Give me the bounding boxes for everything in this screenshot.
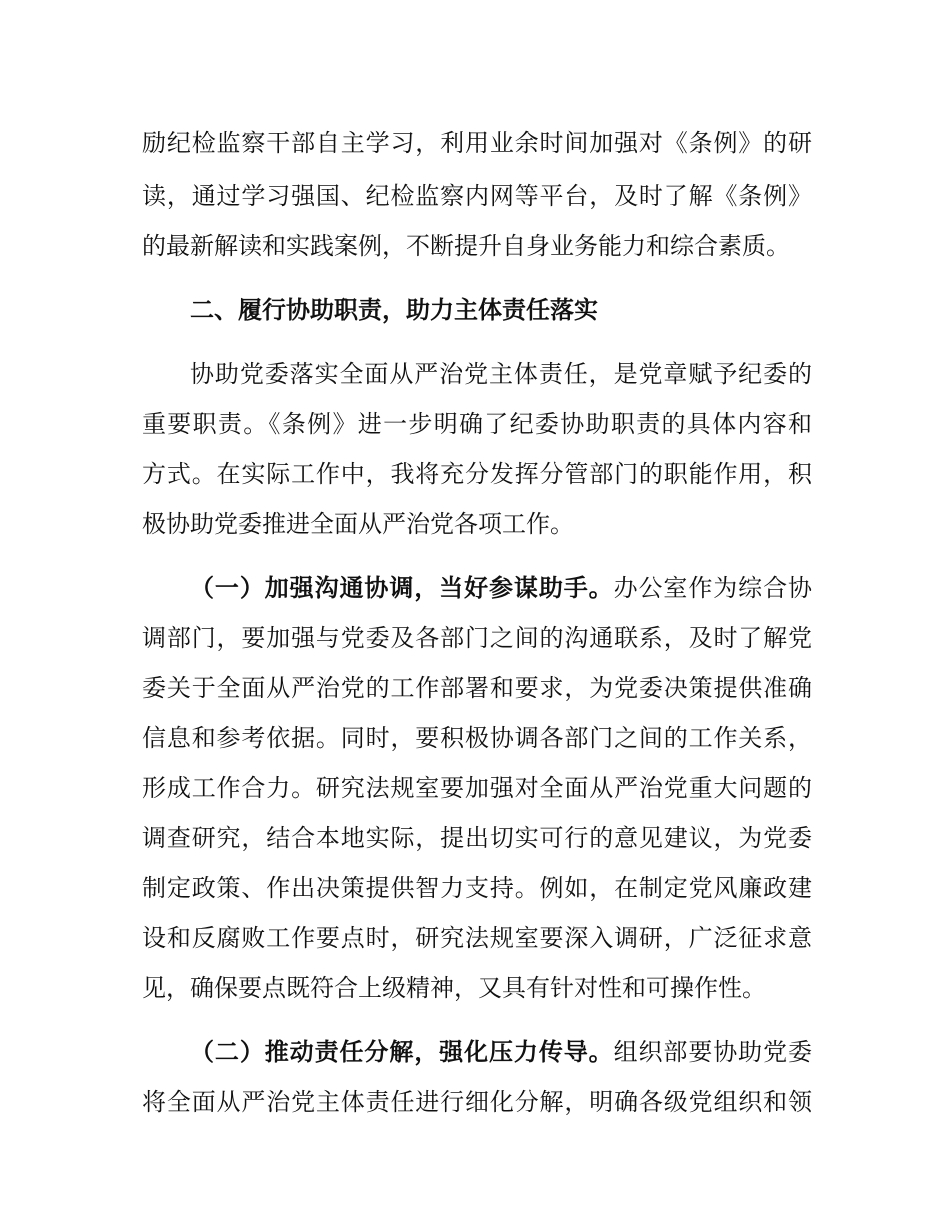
paragraph-3-line-2: 调部门，要加强与党委及各部门之间的沟通联系，及时了解党 xyxy=(142,624,812,652)
paragraph-4-line-1 xyxy=(190,1035,812,1069)
paragraph-3-line-4: 信息和参考依据。同时，要积极协调各部门之间的工作关系， xyxy=(142,724,812,752)
paragraph-1-line-2: 读，通过学习强国、纪检监察内网等平台，及时了解《条例》 xyxy=(142,182,812,210)
paragraph-1-line-3: 的最新解读和实践案例，不断提升自身业务能力和综合素质。 xyxy=(142,232,790,260)
paragraph-2-line-4: 极协助党委推进全面从严治党各项工作。 xyxy=(142,510,574,538)
paragraph-4-lead: （二）推动责任分解，强化压力传导。 xyxy=(190,1038,614,1066)
paragraph-2-line-3: 方式。在实际工作中，我将充分发挥分管部门的职能作用，积 xyxy=(142,460,812,488)
paragraph-3-line-9: 见，确保要点既符合上级精神，又具有针对性和可操作性。 xyxy=(142,974,766,1002)
paragraph-2-line-2: 重要职责。《条例》进一步明确了纪委协助职责的具体内容和 xyxy=(142,410,812,438)
paragraph-1-line-1: 励纪检监察干部自主学习，利用业余时间加强对《条例》的研 xyxy=(142,129,812,157)
paragraph-3-lead: （一）加强沟通协调，当好参谋助手。 xyxy=(190,574,614,602)
paragraph-3-line-3: 委关于全面从严治党的工作部署和要求，为党委决策提供准确 xyxy=(142,674,812,702)
paragraph-4-first-rest: 组织部要协助党委 xyxy=(613,1038,813,1066)
paragraph-3-line-8: 设和反腐败工作要点时，研究法规室要深入调研，广泛征求意 xyxy=(142,924,812,952)
paragraph-4-line-2: 将全面从严治党主体责任进行细化分解，明确各级党组织和领 xyxy=(142,1088,812,1116)
paragraph-3-line-6: 调查研究，结合本地实际，提出切实可行的意见建议，为党委 xyxy=(142,824,812,852)
section-heading-2: 二、履行协助职责，助力主体责任落实 xyxy=(190,296,598,324)
paragraph-3-line-5: 形成工作合力。研究法规室要加强对全面从严治党重大问题的 xyxy=(142,774,812,802)
paragraph-3-line-7: 制定政策、作出决策提供智力支持。例如，在制定党风廉政建 xyxy=(142,874,812,902)
paragraph-3-first-rest: 办公室作为综合协 xyxy=(613,574,813,602)
paragraph-2-line-1: 协助党委落实全面从严治党主体责任，是党章赋予纪委的 xyxy=(190,360,812,388)
paragraph-3-line-1 xyxy=(190,571,812,605)
